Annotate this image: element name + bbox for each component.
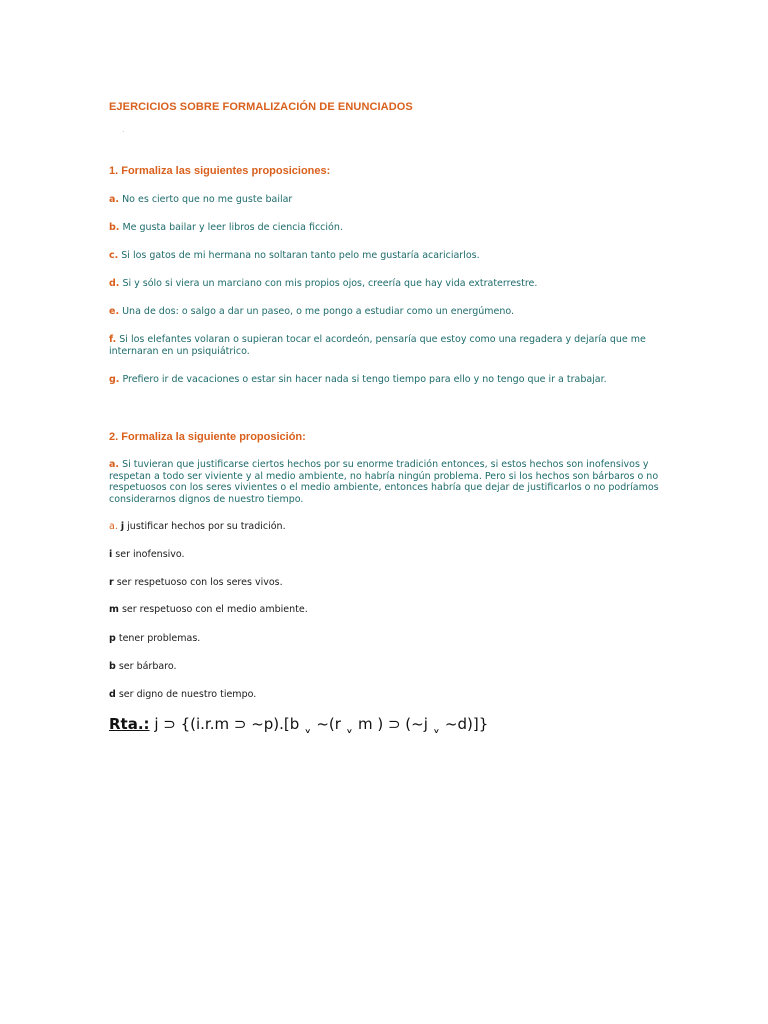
item-letter: b. (109, 222, 120, 233)
variable-text: justificar hechos por su tradición. (127, 521, 286, 532)
item-letter: c. (109, 250, 119, 261)
item-text: Si los elefantes volaran o supieran tocar el acordeón, pensaría que estoy como una regadera y dejaría que me internaran en un psiquiátrico. (109, 334, 646, 357)
variable-text: ser bárbaro. (118, 661, 177, 672)
item-letter: a. (109, 459, 120, 470)
variable-text: ser inofensivo. (115, 549, 185, 560)
item-letter: a. (109, 194, 120, 205)
document-title: EJERCICIOS SOBRE FORMALIZACIÓN DE ENUNCIADOS (109, 101, 413, 113)
item-text: Prefiero ir de vacaciones o estar sin hacer nada si tengo tiempo para ello y no tengo que ir a trabajar. (122, 374, 607, 385)
exercise-item-d (109, 278, 674, 290)
variable-m (109, 604, 308, 615)
variable-text: tener problemas. (118, 633, 201, 644)
item-letter: f. (109, 334, 117, 345)
variable-p (109, 633, 200, 644)
item-letter: d. (109, 278, 120, 289)
exercise-item-e (109, 306, 674, 318)
variable-key: p (109, 633, 116, 644)
variable-key: j (120, 521, 125, 532)
variable-text: ser digno de nuestro tiempo. (118, 689, 257, 700)
answer-line (109, 715, 488, 733)
exercise-item-g (109, 374, 674, 386)
stray-dot: . (122, 125, 125, 134)
item-text: Si los gatos de mi hermana no soltaran tanto pelo me gustaría acariciarlos. (121, 250, 480, 261)
item-letter: e. (109, 306, 120, 317)
variable-text: ser respetuoso con el medio ambiente. (121, 604, 308, 615)
exercise-item-a (109, 194, 674, 206)
exercise-item-b (109, 222, 674, 234)
variable-b (109, 661, 177, 672)
variable-key: i (109, 549, 113, 560)
variable-text: ser respetuoso con los seres vivos. (116, 577, 283, 588)
statement-item-a (109, 459, 674, 505)
answer-formula: j ⊃ {(i.r.m ⊃ ~p).[b ˬ ~(r ˬ m ) ⊃ (~j ˬ ~d)]} (154, 715, 489, 733)
variable-r (109, 577, 283, 588)
variable-key: m (109, 604, 119, 615)
item-text: No es cierto que no me guste bailar (122, 194, 293, 205)
variable-d (109, 689, 256, 700)
variable-i (109, 549, 185, 560)
variable-key: d (109, 689, 116, 700)
section-1-heading: 1. Formaliza las siguientes proposiciones: (109, 165, 331, 177)
item-letter: g. (109, 374, 120, 385)
exercise-item-f (109, 334, 674, 357)
exercise-item-c (109, 250, 674, 262)
variable-j (109, 521, 286, 532)
variable-key: r (109, 577, 114, 588)
item-text: Me gusta bailar y leer libros de ciencia ficción. (122, 222, 343, 233)
answer-label: Rta.: (109, 715, 150, 733)
item-text: Una de dos: o salgo a dar un paseo, o me pongo a estudiar como un energúmeno. (122, 306, 515, 317)
variable-prefix: a. (109, 521, 118, 532)
item-text: Si y sólo si viera un marciano con mis propios ojos, creería que hay vida extraterrestre. (122, 278, 538, 289)
item-text: Si tuvieran que justificarse ciertos hechos por su enorme tradición entonces, si estos hechos son inofensivos y respetan a todo ser viviente y al medio ambiente, no habría ningún problema. Pero si los hechos son bárbaros o no respetuosos con los seres vivientes o el medio ambiente, entonces habría que dejar de justificarlos o no podríamos considerarnos dignos de nuestro tiempo. (109, 459, 659, 505)
section-2-heading: 2. Formaliza la siguiente proposición: (109, 431, 306, 443)
variable-key: b (109, 661, 116, 672)
